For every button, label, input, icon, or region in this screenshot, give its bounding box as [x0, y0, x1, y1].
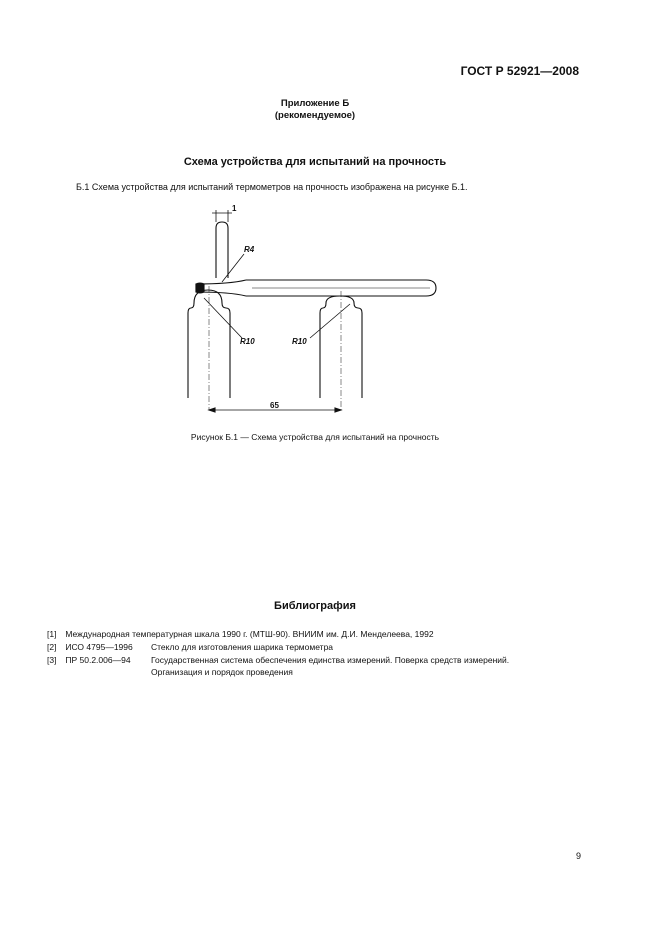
item-title: Стекло для изготовления шарика термометра: [151, 642, 334, 652]
r4-leader: [222, 254, 244, 282]
item-code: ПР 50.2.006—94: [65, 655, 131, 665]
bibliography-item-continuation: Организация и порядок проведения: [151, 667, 293, 677]
bibliography-title: Библиография: [274, 600, 356, 612]
item-number: [3]: [47, 655, 57, 665]
item-code: ИСО 4795—1996: [65, 642, 133, 652]
bibliography-item: [47, 655, 510, 665]
document-number: ГОСТ Р 52921—2008: [460, 64, 579, 78]
annex-heading: [0, 98, 630, 122]
item-number: [1]: [47, 629, 57, 639]
r10-left-label: R10: [240, 337, 255, 346]
section-paragraph: Б.1 Схема устройства для испытаний термометров на прочность изображена на рисунке Б.1.: [76, 182, 468, 192]
r10-right-label: R10: [292, 337, 307, 346]
r4-label: R4: [244, 245, 255, 254]
item-number: [2]: [47, 642, 57, 652]
r10-right-leader: [310, 304, 350, 338]
span-label: 65: [270, 401, 279, 410]
gap-label: 1: [232, 204, 237, 213]
bibliography-item: [47, 629, 434, 639]
figure-caption: Рисунок Б.1 — Схема устройства для испытаний на прочность: [190, 432, 440, 442]
item-title: Государственная система обеспечения единства измерений. Поверка средств измерений.: [151, 655, 510, 665]
annex-title: Приложение Б: [280, 98, 350, 109]
item-text: Международная температурная шкала 1990 г. (МТШ-90). ВНИИМ им. Д.И. Менделеева, 1992: [65, 629, 434, 639]
test-device-figure: [160, 198, 460, 428]
upper-rod: [216, 222, 228, 278]
section-title: Схема устройства для испытаний на прочность: [183, 156, 447, 168]
bibliography-item: [47, 642, 334, 652]
page-number: 9: [576, 851, 582, 861]
annex-subtitle: (рекомендуемое): [274, 110, 356, 121]
r10-left-leader: [204, 298, 242, 338]
